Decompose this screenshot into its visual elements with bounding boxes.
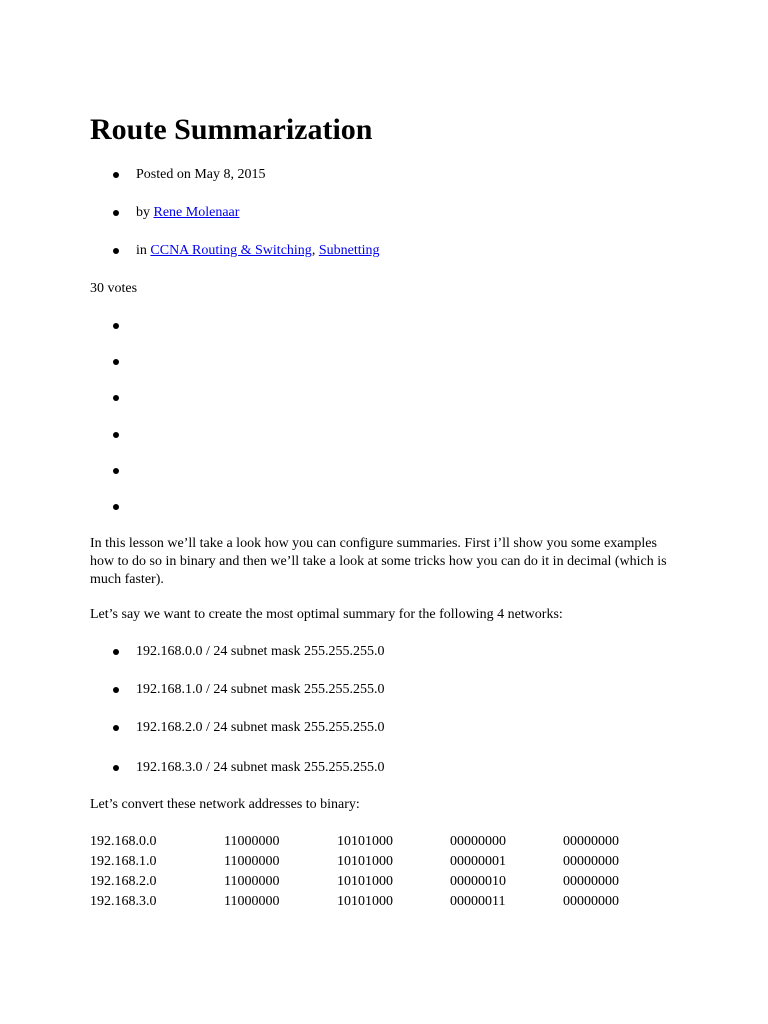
octet-4-cell: 00000000 bbox=[563, 854, 619, 869]
network-text: 192.168.0.0 / 24 subnet mask 255.255.255.0 bbox=[136, 644, 385, 659]
network-address-cell: 192.168.1.0 bbox=[90, 854, 157, 869]
octet-2-cell: 10101000 bbox=[337, 854, 393, 869]
table-row bbox=[90, 872, 643, 892]
intro-paragraph: In this lesson we’ll take a look how you can configure summaries. First i’ll show you some examples how to do so in binary and then we’ll take a look at some tricks how you can do it in decimal (which is much faster). bbox=[90, 536, 667, 587]
network-text: 192.168.1.0 / 24 subnet mask 255.255.255.0 bbox=[136, 682, 385, 697]
octet-3-cell: 00000001 bbox=[450, 854, 506, 869]
octet-2-cell: 10101000 bbox=[337, 894, 393, 909]
octet-4-cell: 00000000 bbox=[563, 874, 619, 889]
octet-1-cell: 11000000 bbox=[224, 894, 280, 909]
bullet-dot bbox=[113, 248, 119, 254]
author-link[interactable]: Rene Molenaar bbox=[153, 205, 240, 220]
bullet-dot bbox=[113, 395, 119, 401]
networks-intro-paragraph: Let’s say we want to create the most optimal summary for the following 4 networks: bbox=[90, 607, 563, 622]
octet-3-cell: 00000010 bbox=[450, 874, 506, 889]
bullet-dot bbox=[113, 210, 119, 216]
table-row bbox=[90, 832, 643, 852]
octet-4-cell: 00000000 bbox=[563, 834, 619, 849]
octet-3-cell: 00000011 bbox=[450, 894, 506, 909]
bullet-dot bbox=[113, 687, 119, 693]
bullet-dot bbox=[113, 432, 119, 438]
bullet-dot bbox=[113, 504, 119, 510]
octet-1-cell: 11000000 bbox=[224, 854, 280, 869]
bullet-dot bbox=[113, 359, 119, 365]
page-title: Route Summarization bbox=[90, 113, 373, 146]
bullet-dot bbox=[113, 172, 119, 178]
table-row bbox=[90, 852, 643, 872]
network-address-cell: 192.168.3.0 bbox=[90, 894, 157, 909]
octet-4-cell: 00000000 bbox=[563, 894, 619, 909]
network-text: 192.168.2.0 / 24 subnet mask 255.255.255.0 bbox=[136, 720, 385, 735]
author-line bbox=[136, 203, 239, 223]
bullet-dot bbox=[113, 323, 119, 329]
categories-line bbox=[136, 241, 379, 261]
category-link-subnetting[interactable]: Subnetting bbox=[318, 243, 380, 258]
by-prefix: by bbox=[136, 205, 150, 220]
octet-2-cell: 10101000 bbox=[337, 834, 393, 849]
convert-paragraph: Let’s convert these network addresses to binary: bbox=[90, 797, 360, 812]
octet-1-cell: 11000000 bbox=[224, 834, 280, 849]
table-row bbox=[90, 892, 643, 912]
bullet-dot bbox=[113, 725, 119, 731]
network-address-cell: 192.168.0.0 bbox=[90, 834, 157, 849]
binary-table bbox=[90, 832, 643, 912]
network-text: 192.168.3.0 / 24 subnet mask 255.255.255.0 bbox=[136, 760, 385, 775]
octet-3-cell: 00000000 bbox=[450, 834, 506, 849]
octet-2-cell: 10101000 bbox=[337, 874, 393, 889]
votes-count: 30 votes bbox=[90, 281, 138, 296]
octet-1-cell: 11000000 bbox=[224, 874, 280, 889]
network-address-cell: 192.168.2.0 bbox=[90, 874, 157, 889]
category-link-ccna[interactable]: CCNA Routing & Switching bbox=[150, 243, 312, 258]
category-separator: , bbox=[311, 243, 316, 258]
in-prefix: in bbox=[136, 243, 147, 258]
posted-date-text: Posted on May 8, 2015 bbox=[136, 167, 266, 182]
bullet-dot bbox=[113, 765, 119, 771]
bullet-dot bbox=[113, 649, 119, 655]
bullet-dot bbox=[113, 468, 119, 474]
